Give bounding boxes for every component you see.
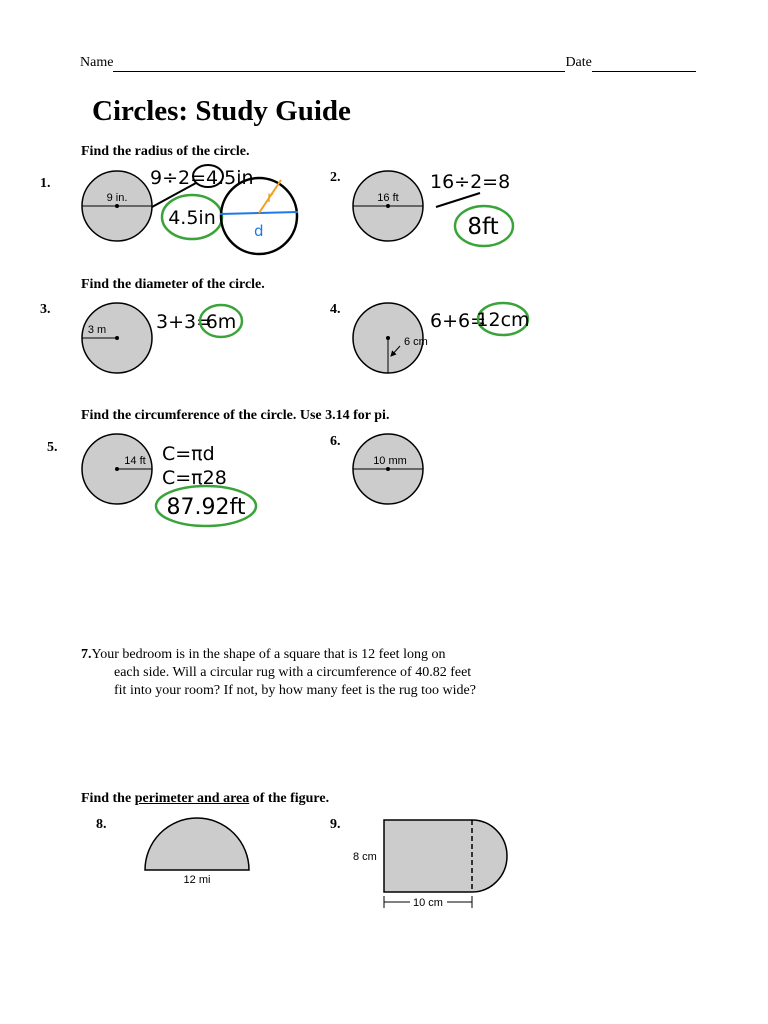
problem-1-center-dot: [115, 204, 119, 208]
name-label: Name: [80, 55, 114, 70]
problem-8-number: 8.: [96, 817, 107, 832]
problem-5-figure: [82, 434, 256, 526]
problem-8-semicircle: [145, 818, 249, 870]
problem-5-work-line-2: C=π28: [162, 467, 227, 489]
problem-8-figure: [145, 818, 249, 886]
perimeter-area-underlined: perimeter and area: [134, 791, 250, 806]
section-circumference-heading: Find the circumference of the circle. Use 3.14 for pi.: [81, 408, 390, 423]
section-radius-heading: Find the radius of the circle.: [81, 144, 250, 159]
problem-7-line-2: each side. Will a circular rug with a circumference of 40.82 feet: [114, 665, 472, 680]
problem-3-answer: 6m: [205, 311, 237, 333]
problem-1-figure: [82, 165, 298, 254]
problem-4-number: 4.: [330, 302, 341, 317]
problem-1-number: 1.: [40, 176, 51, 191]
problem-1-sketch-circle: [221, 178, 297, 254]
problem-8-label: 12 mi: [183, 874, 211, 886]
problem-4-center-dot: [386, 336, 390, 340]
problem-6-figure: [353, 434, 423, 504]
problem-5-label: 14 ft: [124, 455, 146, 467]
problem-3-center-dot: [115, 336, 119, 340]
problem-4-work: 6+6=: [430, 310, 487, 332]
perimeter-area-suffix: of the figure.: [249, 791, 330, 806]
problem-5-answer: 87.92ft: [166, 495, 246, 520]
problem-5-number: 5.: [47, 440, 58, 455]
section-diameter-heading: Find the diameter of the circle.: [81, 277, 265, 292]
page-title: Circles: Study Guide: [92, 95, 351, 127]
problem-2-label: 16 ft: [377, 192, 399, 204]
problem-7-line-1: Your bedroom is in the shape of a square that is 12 feet long on: [91, 647, 446, 662]
problem-6-label: 10 mm: [373, 455, 407, 467]
problem-2-center-dot: [386, 204, 390, 208]
problem-9-shape: [384, 820, 507, 892]
problem-2-number: 2.: [330, 170, 341, 185]
problem-1-label: 9 in.: [106, 192, 128, 204]
problem-9-width-label: 10 cm: [413, 897, 443, 909]
problem-3-work: 3+3=: [156, 311, 213, 333]
problem-3-number: 3.: [40, 302, 51, 317]
problem-5-work-line-1: C=πd: [162, 443, 215, 465]
problem-7-number: 7.: [81, 647, 92, 662]
problem-7-line-3: fit into your room? If not, by how many feet is the rug too wide?: [114, 683, 476, 698]
problem-4-figure: [353, 303, 530, 373]
problem-3-label: 3 m: [87, 324, 107, 336]
problem-4-answer: 12cm: [476, 309, 530, 331]
problem-5-center-dot: [115, 467, 119, 471]
date-label: Date: [565, 55, 592, 70]
problem-9-height-label: 8 cm: [353, 851, 377, 863]
problem-6-number: 6.: [330, 434, 341, 449]
problem-4-label: 6 cm: [404, 336, 428, 348]
problem-2-pointer-line: [436, 193, 480, 207]
problem-2-answer: 8ft: [467, 214, 499, 240]
problem-3-figure: [82, 303, 242, 373]
problem-1-sketch-d-label: d: [254, 222, 264, 240]
problem-1-work: 9÷2=4.5in: [150, 167, 254, 189]
problem-6-center-dot: [386, 467, 390, 471]
problem-9-figure: [353, 820, 507, 909]
problem-2-figure: [353, 171, 513, 246]
problem-1-sketch-r-label: r: [267, 188, 274, 206]
problem-2-work: 16÷2=8: [430, 171, 511, 193]
perimeter-area-prefix: Find the: [81, 791, 135, 806]
problem-9-number: 9.: [330, 817, 341, 832]
problem-1-answer: 4.5in: [168, 207, 216, 229]
